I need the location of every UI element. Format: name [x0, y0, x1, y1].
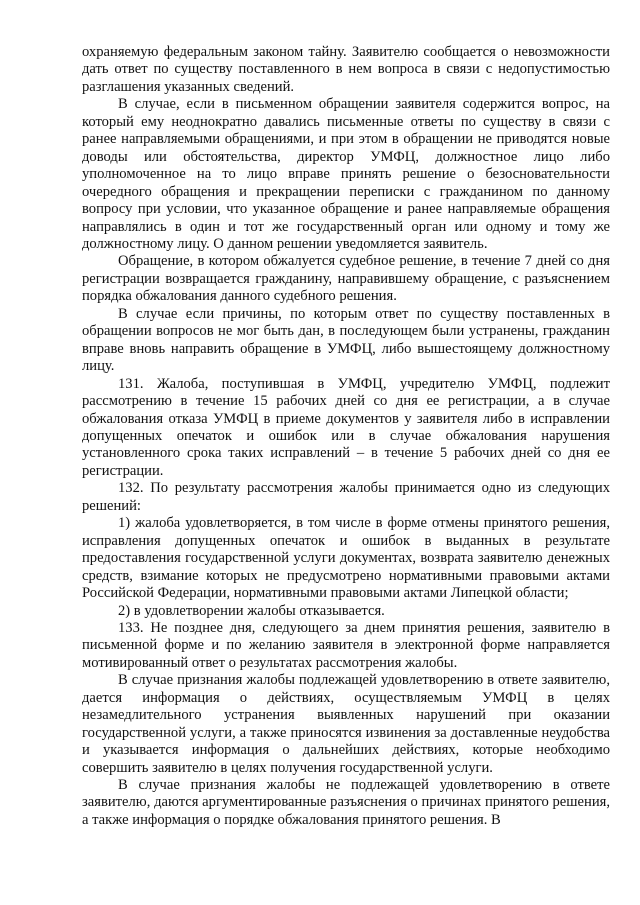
paragraph-continuation: охраняемую федеральным законом тайну. Заявителю сообщается о невозможности дать ответ по существу поставленного в нем вопроса в связи с недопустимостью разглашения указанных сведений. — [82, 44, 610, 95]
paragraph-132: 132. По результату рассмотрения жалобы принимается одно из следующих решений: — [82, 480, 610, 514]
paragraph-131: 131. Жалоба, поступившая в УМФЦ, учредителю УМФЦ, подлежит рассмотрению в течение 15 рабочих дней со дня ее регистрации, а в случае обжалования отказа УМФЦ в приеме документов у заявителя либо в исправлении допущенных опечаток и ошибок или в случае обжалования нарушения установленного срока таких исправлений – в течение 5 рабочих дней со дня ее регистрации. — [82, 375, 610, 479]
paragraph-133: 133. Не позднее дня, следующего за днем принятия решения, заявителю в письменной форме и по желанию заявителя в электронной форме направляется мотивированный ответ о результатах рассмотрения жалобы. — [82, 619, 610, 671]
paragraph-reasons-eliminated: В случае если причины, по которым ответ по существу поставленных в обращении вопросов не мог быть дан, в последующем были устранены, гражданин вправе вновь направить обращение в УМФЦ, либо вышестоящему должностному лицу. — [82, 305, 610, 375]
document-page — [82, 44, 610, 829]
list-item-1: 1) жалоба удовлетворяется, в том числе в форме отмены принятого решения, исправления допущенных опечаток и ошибок в выданных в результате предоставления государственной услуги документах, возврата заявителю денежных средств, взимание которых не предусмотрено нормативными правовыми актами Российской Федерации, нормативными правовыми актами Липецкой области; — [82, 515, 610, 602]
paragraph-court-decision: Обращение, в котором обжалуется судебное решение, в течение 7 дней со дня регистрации возвращается гражданину, направившему обращение, с разъяснением порядка обжалования данного судебного решения. — [82, 253, 610, 305]
paragraph-repeated-appeal: В случае, если в письменном обращении заявителя содержится вопрос, на который ему неоднократно давались письменные ответы по существу в связи с ранее направляемыми обращениями, и при этом в обращении не приводятся новые доводы или обстоятельства, директор УМФЦ, должностное лицо либо уполномоченное на то лицо вправе принять решение о безосновательности очередного обращения и прекращении переписки с гражданином по данному вопросу при условии, что указанное обращение и ранее направляемые обращения направлялись в один и тот же государственный орган или одному и тому же должностному лицу. О данном решении уведомляется заявитель. — [82, 96, 610, 252]
paragraph-complaint-rejected: В случае признания жалобы не подлежащей удовлетворению в ответе заявителю, даются аргументированные разъяснения о причинах принятого решения, а также информация о порядке обжалования принятого решения. В — [82, 777, 610, 828]
list-item-2: 2) в удовлетворении жалобы отказывается. — [118, 602, 385, 619]
paragraph-complaint-satisfied: В случае признания жалобы подлежащей удовлетворению в ответе заявителю, дается информация о действиях, осуществляемым УМФЦ в целях незамедлительного устранения выявленных нарушений при оказании государственной услуги, а также приносятся извинения за доставленные неудобства и указывается информация о дальнейших действиях, которые необходимо совершить заявителю в целях получения государственной услуги. — [82, 672, 610, 776]
